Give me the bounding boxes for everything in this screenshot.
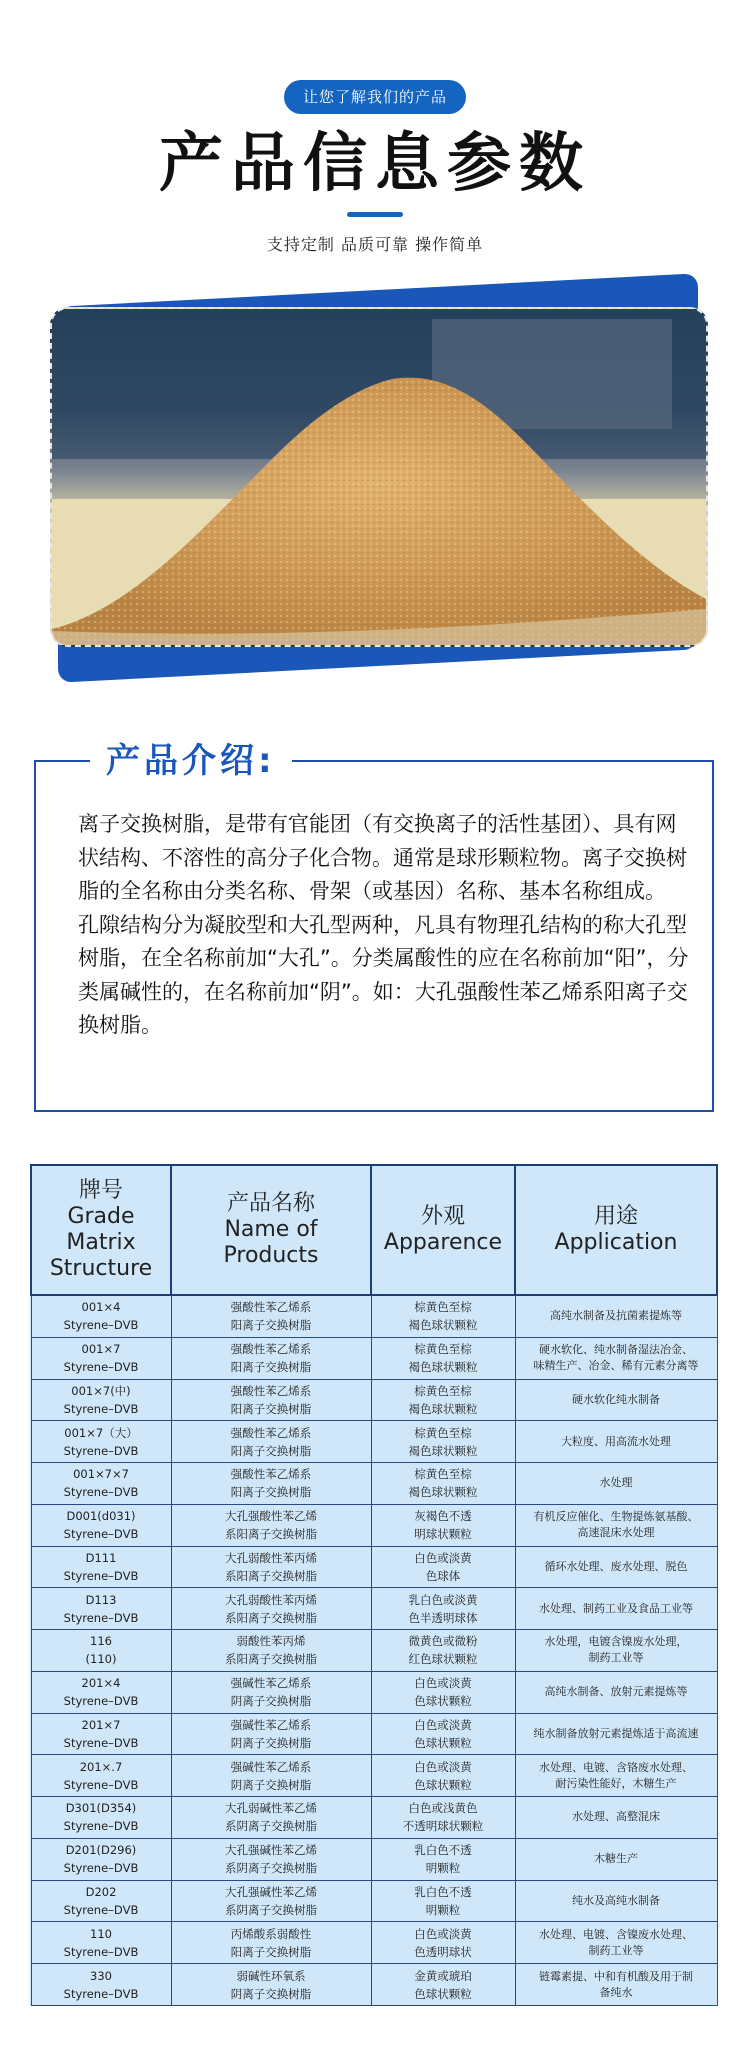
cell-product-name [171,1838,371,1880]
spec-table [30,1164,718,2006]
cell-grade-line: 001×7(中) [71,1383,131,1398]
cell-application [515,1504,717,1546]
cell-grade-line: Styrene–DVB [63,1694,139,1709]
cell-product-name-line: 丙烯酸系弱酸性 [230,1926,312,1941]
header-application [515,1165,717,1295]
cell-application [515,1337,717,1379]
header-application-line: 用途 [593,1204,638,1229]
cell-appearance-line: 灰褐色不透 [414,1509,472,1524]
cell-appearance-line: 棕黄色至棕 [414,1467,472,1482]
cell-appearance-line: 白色或淡黄 [414,1926,472,1941]
cell-grade-line: Styrene–DVB [63,1401,139,1416]
table-row [31,1337,717,1379]
cell-product-name [171,1379,371,1421]
cell-appearance [371,1421,515,1463]
table-row [31,1755,717,1797]
cell-appearance-line: 色半透明球体 [408,1610,478,1625]
table-body [31,1295,717,2006]
cell-appearance-line: 褐色球状颗粒 [408,1443,478,1458]
cell-product-name [171,1463,371,1505]
cell-grade-line: 201×7 [81,1717,121,1732]
intro-paragraph: 孔隙结构分为凝胶型和大孔型两种，凡具有物理孔结构的称大孔型树脂，在全名称前加“大孔”。分类属酸性的应在名称前加“阳”，分类属碱性的，在名称前加“阴”。如：大孔强酸性苯乙烯系阳离子交换树脂。 [78,912,689,1037]
table-row [31,1546,717,1588]
cell-grade-line: D301(D354) [65,1801,137,1816]
page-title: 产品信息参数 [159,127,591,201]
cell-grade-line: Styrene–DVB [63,1610,139,1625]
cell-grade-line: 201×.7 [79,1759,123,1774]
cell-grade-line: D113 [85,1592,117,1607]
cell-grade-line: 116 [90,1634,112,1649]
cell-product-name-line: 大孔强酸性苯乙烯 [225,1509,317,1524]
cell-product-name-line: 大孔弱酸性苯丙烯 [225,1550,317,1565]
cell-application [515,1588,717,1630]
cell-application [515,1421,717,1463]
cell-grade [31,1630,171,1672]
cell-product-name-line: 阳离子交换树脂 [230,1401,312,1416]
cell-appearance [371,1504,515,1546]
cell-product-name [171,1504,371,1546]
cell-product-name-line: 阴离子交换树脂 [230,1735,312,1750]
cell-application [515,1379,717,1421]
cell-grade [31,1755,171,1797]
table-row [31,1295,717,1337]
cell-application-line: 链霉素提、中和有机酸及用于制 [539,1969,693,1983]
cell-application-line: 纯水及高纯水制备 [572,1893,660,1907]
cell-product-name-line: 大孔强碱性苯乙烯 [225,1884,317,1899]
cell-appearance-line: 褐色球状颗粒 [408,1318,478,1333]
cell-appearance [371,1379,515,1421]
cell-product-name [171,1922,371,1964]
title-underline [347,212,403,217]
table-row [31,1421,717,1463]
cell-product-name-line: 系阳离子交换树脂 [225,1527,317,1542]
cell-application-line: 大粒度、用高流水处理 [561,1434,671,1448]
cell-appearance [371,1838,515,1880]
cell-product-name-line: 强酸性苯乙烯系 [230,1300,312,1315]
cell-appearance-line: 乳白色或淡黄 [408,1592,478,1607]
cell-grade-line: D201(D296) [65,1843,137,1858]
cell-appearance [371,1463,515,1505]
cell-appearance-line: 褐色球状颗粒 [408,1360,478,1375]
cell-appearance-line: 明球状颗粒 [414,1527,472,1542]
cell-appearance-line: 白色或淡黄 [414,1717,472,1732]
cell-appearance-line: 棕黄色至棕 [414,1300,472,1315]
cell-product-name-line: 弱酸性苯丙烯 [236,1634,306,1649]
cell-application-line: 制药工业等 [588,1943,644,1957]
cell-appearance [371,1880,515,1922]
cell-grade [31,1713,171,1755]
cell-grade [31,1964,171,2006]
cell-product-name-line: 系阳离子交换树脂 [225,1610,317,1625]
header-grade-line: Matrix [66,1230,136,1255]
cell-product-name [171,1295,371,1337]
cell-product-name-line: 强酸性苯乙烯系 [230,1425,312,1440]
cell-product-name [171,1546,371,1588]
cell-appearance-line: 棕黄色至棕 [414,1383,472,1398]
cell-grade-line: 330 [90,1968,112,1983]
cell-grade-line: 001×7×7 [73,1467,129,1482]
cell-application-line: 制药工业等 [588,1651,644,1665]
cell-appearance-line: 褐色球状颗粒 [408,1485,478,1500]
cell-application-line: 硬水软化纯水制备 [572,1392,660,1406]
header-grade-line: Grade [67,1204,135,1229]
cell-grade [31,1421,171,1463]
cell-appearance [371,1922,515,1964]
cell-application [515,1713,717,1755]
cell-grade-line: 001×7 [81,1342,121,1357]
cell-application-line: 水处理、制药工业及食品工业等 [539,1601,693,1615]
cell-product-name-line: 系阳离子交换树脂 [225,1568,317,1583]
cell-application [515,1755,717,1797]
cell-product-name [171,1964,371,2006]
cell-grade [31,1337,171,1379]
cell-product-name-line: 强碱性苯乙烯系 [230,1676,312,1691]
table-row [31,1964,717,2006]
cell-application-line: 硬水软化、纯水制备湿法冶金、 [539,1343,693,1357]
cell-appearance-line: 白色或浅黄色 [408,1801,478,1816]
cell-appearance [371,1797,515,1839]
cell-product-name-line: 阴离子交换树脂 [230,1986,312,2001]
cell-product-name [171,1630,371,1672]
cell-application-line: 味精生产、冶金、稀有元素分离等 [533,1359,699,1373]
cell-appearance-line: 不透明球状颗粒 [402,1819,484,1834]
cell-appearance-line: 白色或淡黄 [414,1550,472,1565]
cell-application [515,1295,717,1337]
cell-grade-line: Styrene–DVB [63,1735,139,1750]
header-name [171,1165,371,1295]
cell-product-name [171,1880,371,1922]
cell-product-name-line: 阳离子交换树脂 [230,1318,312,1333]
cell-application [515,1546,717,1588]
header-grade-line: 牌号 [78,1178,123,1203]
cell-grade-line: 110 [90,1926,112,1941]
cell-grade-line: Styrene–DVB [63,1944,139,1959]
cell-grade-line: Styrene–DVB [63,1443,139,1458]
table-row [31,1713,717,1755]
cell-appearance-line: 明颗粒 [425,1861,461,1876]
cell-appearance-line: 乳白色不透 [414,1884,472,1899]
header-grade-line: Structure [49,1256,153,1281]
cell-grade [31,1880,171,1922]
cell-grade-line: D001(d031) [66,1509,136,1524]
cell-application [515,1797,717,1839]
table-row [31,1588,717,1630]
cell-grade-line: D111 [85,1550,117,1565]
cell-product-name-line: 大孔弱酸性苯丙烯 [225,1592,317,1607]
cell-grade-line: Styrene–DVB [63,1318,139,1333]
cell-application-line: 耐污染性能好，木糖生产 [555,1776,677,1790]
cell-application-line: 高纯水制备及抗菌素提炼等 [550,1309,682,1323]
cell-application-line: 水处理、高整混床 [572,1810,660,1824]
cell-grade [31,1504,171,1546]
cell-appearance-line: 色透明球状 [414,1944,472,1959]
cell-application-line: 有机反应催化、生物提炼氨基酸、 [533,1510,699,1524]
cell-application-line: 纯水制备放射元素提炼适于高流速 [533,1726,699,1740]
cell-grade-line: Styrene–DVB [63,1819,139,1834]
cell-appearance-line: 乳白色不透 [414,1843,472,1858]
cell-grade-line: D202 [85,1884,117,1899]
table-row [31,1379,717,1421]
table-row [31,1630,717,1672]
cell-grade [31,1295,171,1337]
cell-product-name-line: 阳离子交换树脂 [230,1443,312,1458]
table-row [31,1671,717,1713]
cell-product-name [171,1797,371,1839]
cell-application [515,1671,717,1713]
cell-product-name-line: 阳离子交换树脂 [230,1944,312,1959]
cell-application [515,1630,717,1672]
cell-grade-line: Styrene–DVB [63,1861,139,1876]
cell-appearance-line: 白色或淡黄 [414,1676,472,1691]
cell-product-name-line: 强碱性苯乙烯系 [230,1717,312,1732]
cell-product-name-line: 强酸性苯乙烯系 [230,1467,312,1482]
cell-appearance-line: 褐色球状颗粒 [408,1401,478,1416]
resin-pile-illustration [52,309,706,645]
cell-appearance [371,1337,515,1379]
header-name-line: Name of [224,1217,318,1242]
cell-product-name [171,1588,371,1630]
cell-product-name-line: 大孔弱碱性苯乙烯 [225,1801,317,1816]
cell-grade [31,1463,171,1505]
product-photo [50,307,708,647]
cell-grade [31,1379,171,1421]
cell-product-name [171,1755,371,1797]
header-grade [31,1165,171,1295]
cell-application-line: 木糖生产 [594,1852,638,1866]
cell-product-name [171,1421,371,1463]
intro-text [78,808,690,1043]
cell-grade-line: Styrene–DVB [63,1527,139,1542]
cell-appearance-line: 色球状颗粒 [414,1986,472,2001]
header-appearance-line: 外观 [420,1204,465,1229]
cell-grade-line: Styrene–DVB [63,1777,139,1792]
cell-product-name-line: 弱碱性环氧系 [236,1968,306,1983]
cell-appearance [371,1713,515,1755]
cell-grade-line: (110) [85,1652,117,1667]
cell-product-name-line: 阳离子交换树脂 [230,1360,312,1375]
page-subtitle: 支持定制 品质可靠 操作简单 [266,235,484,254]
cell-application-line: 水处理，电镀含镍废水处理， [544,1635,688,1649]
cell-product-name-line: 系阳离子交换树脂 [225,1652,317,1667]
header-name-line: Products [223,1243,319,1268]
cell-grade [31,1797,171,1839]
cell-appearance-line: 白色或淡黄 [414,1759,472,1774]
header-application-line: Application [554,1230,678,1255]
cell-grade-line: 001×7（大） [64,1425,138,1440]
cell-appearance [371,1630,515,1672]
cell-appearance-line: 棕黄色至棕 [414,1425,472,1440]
header-appearance-line: Apparence [383,1230,503,1255]
table-row [31,1880,717,1922]
cell-product-name-line: 大孔强碱性苯乙烯 [225,1843,317,1858]
table-row [31,1797,717,1839]
cell-grade [31,1588,171,1630]
cell-product-name-line: 阴离子交换树脂 [230,1777,312,1792]
cell-appearance [371,1295,515,1337]
cell-application-line: 水处理、电镀、含铬废水处理、 [539,1760,693,1774]
cell-appearance-line: 明颗粒 [425,1902,461,1917]
table-row [31,1504,717,1546]
intro-paragraph: 离子交换树脂，是带有官能团（有交换离子的活性基团）、具有网状结构、不溶性的高分子化合物。通常是球形颗粒物。离子交换树脂的全名称由分类名称、骨架（或基因）名称、基本名称组成。 [78,812,687,903]
cell-product-name-line: 强碱性苯乙烯系 [230,1759,312,1774]
header-appearance [371,1165,515,1295]
cell-grade-line: Styrene–DVB [63,1902,139,1917]
header-name-line: 产品名称 [226,1191,315,1216]
table-header-row [31,1165,717,1295]
cell-product-name-line: 系阴离子交换树脂 [225,1902,317,1917]
cell-appearance-line: 色球状颗粒 [414,1735,472,1750]
cell-product-name-line: 系阴离子交换树脂 [225,1861,317,1876]
cell-application-line: 高速混床水处理 [577,1526,655,1540]
cell-product-name-line: 阴离子交换树脂 [230,1694,312,1709]
cell-grade-line: 201×4 [81,1676,121,1691]
cell-grade-line: 001×4 [81,1300,121,1315]
cell-application [515,1463,717,1505]
cell-grade-line: Styrene–DVB [63,1485,139,1500]
cell-appearance [371,1964,515,2006]
cell-product-name-line: 阳离子交换树脂 [230,1485,312,1500]
cell-product-name-line: 强酸性苯乙烯系 [230,1383,312,1398]
cell-appearance [371,1588,515,1630]
cell-appearance [371,1546,515,1588]
cell-application-line: 水处理、电镀、含镍废水处理、 [539,1927,693,1941]
cell-application-line: 水处理 [599,1476,633,1490]
cell-grade [31,1838,171,1880]
table-row [31,1838,717,1880]
cell-product-name [171,1671,371,1713]
cell-product-name [171,1713,371,1755]
cell-application-line: 循环水处理、废水处理、脱色 [544,1559,688,1573]
cell-application-line: 备纯水 [599,1985,633,1999]
cell-grade-line: Styrene–DVB [63,1986,139,2001]
cell-grade-line: Styrene–DVB [63,1568,139,1583]
cell-appearance-line: 棕黄色至棕 [414,1342,472,1357]
cell-appearance-line: 色球状颗粒 [414,1694,472,1709]
header-badge: 让您了解我们的产品 [284,80,466,114]
cell-grade [31,1671,171,1713]
cell-appearance [371,1755,515,1797]
spec-table-wrapper [30,1164,718,2006]
cell-application [515,1880,717,1922]
table-row [31,1922,717,1964]
cell-grade [31,1922,171,1964]
cell-appearance-line: 色球体 [425,1568,461,1583]
table-row [31,1463,717,1505]
cell-application-line: 高纯水制备、放射元素提炼等 [544,1685,688,1699]
cell-appearance-line: 红色球状颗粒 [408,1652,478,1667]
cell-grade-line: Styrene–DVB [63,1360,139,1375]
cell-product-name [171,1337,371,1379]
intro-title: 产品介绍: [90,738,292,784]
cell-appearance-line: 微黄色或微粉 [408,1634,478,1649]
cell-appearance-line: 色球状颗粒 [414,1777,472,1792]
cell-appearance-line: 金黄或琥珀 [414,1968,472,1983]
cell-application [515,1922,717,1964]
cell-application [515,1964,717,2006]
cell-product-name-line: 系阴离子交换树脂 [225,1819,317,1834]
cell-appearance [371,1671,515,1713]
cell-application [515,1838,717,1880]
cell-product-name-line: 强酸性苯乙烯系 [230,1342,312,1357]
cell-grade [31,1546,171,1588]
